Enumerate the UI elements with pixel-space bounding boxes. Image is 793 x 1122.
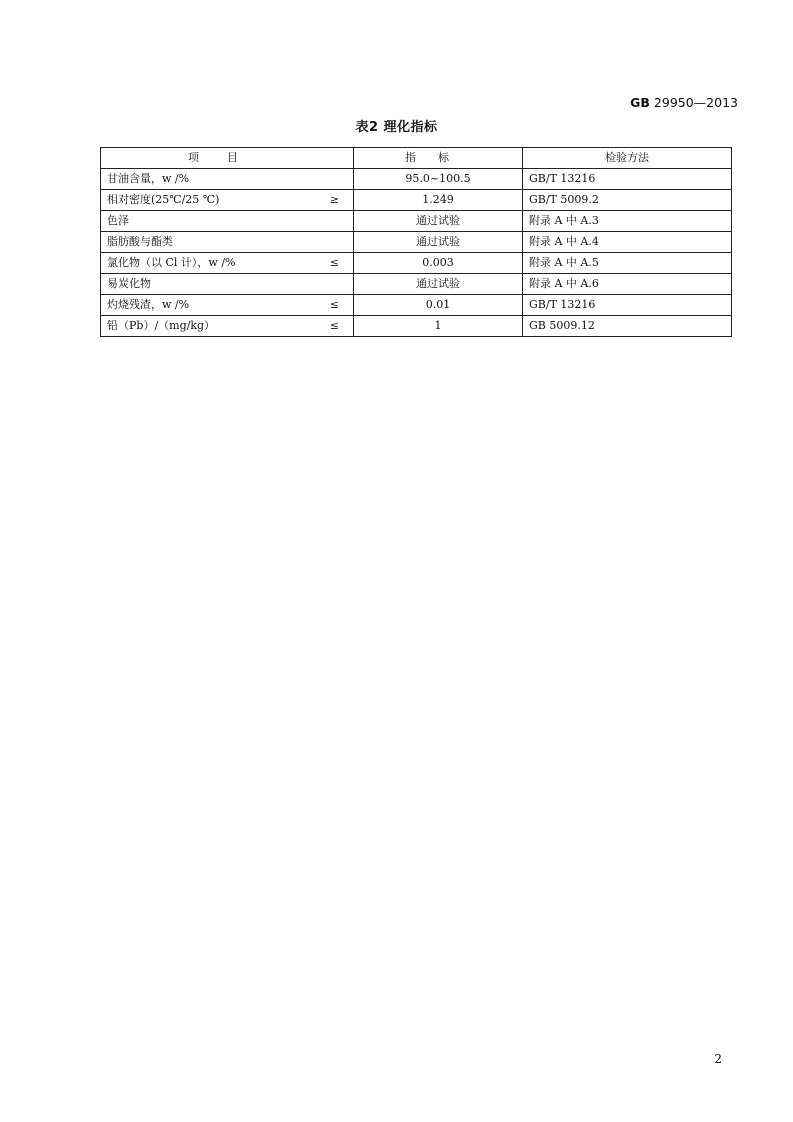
item-cell — [101, 190, 354, 211]
table-row — [101, 190, 732, 211]
table-row — [101, 253, 732, 274]
item-cell — [101, 316, 354, 337]
item-cell — [101, 274, 354, 295]
indicator-cell: 0.003 — [354, 253, 523, 274]
item-label: 色泽 — [107, 214, 129, 227]
standard-number: 29950—2013 — [653, 95, 738, 110]
physicochemical-spec-table — [100, 147, 732, 337]
method-cell: 附录 A 中 A.6 — [523, 274, 732, 295]
item-cell — [101, 253, 354, 274]
method-cell: 附录 A 中 A.5 — [523, 253, 732, 274]
method-cell: 附录 A 中 A.4 — [523, 232, 732, 253]
column-header-indicator: 指标 — [354, 148, 523, 169]
comparator-symbol: ≤ — [329, 256, 339, 269]
item-label: 铅（Pb）/（mg/kg） — [107, 319, 216, 332]
item-label: 相对密度(25℃/25 ℃) — [107, 193, 220, 206]
table-row — [101, 295, 732, 316]
table-row — [101, 169, 732, 190]
table-row — [101, 316, 732, 337]
item-label: 灼烧残渣，w /% — [107, 298, 190, 311]
column-header-method: 检验方法 — [523, 148, 732, 169]
method-cell: GB/T 13216 — [523, 295, 732, 316]
item-label: 氯化物（以 Cl 计），w /% — [107, 256, 236, 269]
method-cell: GB/T 13216 — [523, 169, 732, 190]
comparator-symbol: ≤ — [329, 319, 339, 332]
item-label: 易炭化物 — [107, 277, 151, 290]
comparator-symbol: ≥ — [329, 193, 339, 206]
table-caption: 表2 理化指标 — [355, 120, 438, 135]
method-cell: GB 5009.12 — [523, 316, 732, 337]
column-header-item: 项目 — [101, 148, 354, 169]
indicator-cell: 0.01 — [354, 295, 523, 316]
item-label: 脂肪酸与酯类 — [107, 235, 173, 248]
table-row — [101, 232, 732, 253]
indicator-cell: 通过试验 — [354, 211, 523, 232]
method-cell: GB/T 5009.2 — [523, 190, 732, 211]
standard-code — [620, 95, 738, 110]
comparator-symbol: ≤ — [329, 298, 339, 311]
item-cell — [101, 232, 354, 253]
table-row — [101, 274, 732, 295]
standard-prefix: GB — [630, 95, 650, 110]
indicator-cell: 1.249 — [354, 190, 523, 211]
table-header-row — [101, 148, 732, 169]
method-cell: 附录 A 中 A.3 — [523, 211, 732, 232]
indicator-cell: 95.0~100.5 — [354, 169, 523, 190]
table-row — [101, 211, 732, 232]
indicator-cell: 通过试验 — [354, 232, 523, 253]
item-label: 甘油含量，w /% — [107, 172, 190, 185]
indicator-cell: 通过试验 — [354, 274, 523, 295]
indicator-cell: 1 — [354, 316, 523, 337]
item-cell — [101, 169, 354, 190]
page-number: 2 — [714, 1052, 722, 1066]
item-cell — [101, 211, 354, 232]
item-cell — [101, 295, 354, 316]
